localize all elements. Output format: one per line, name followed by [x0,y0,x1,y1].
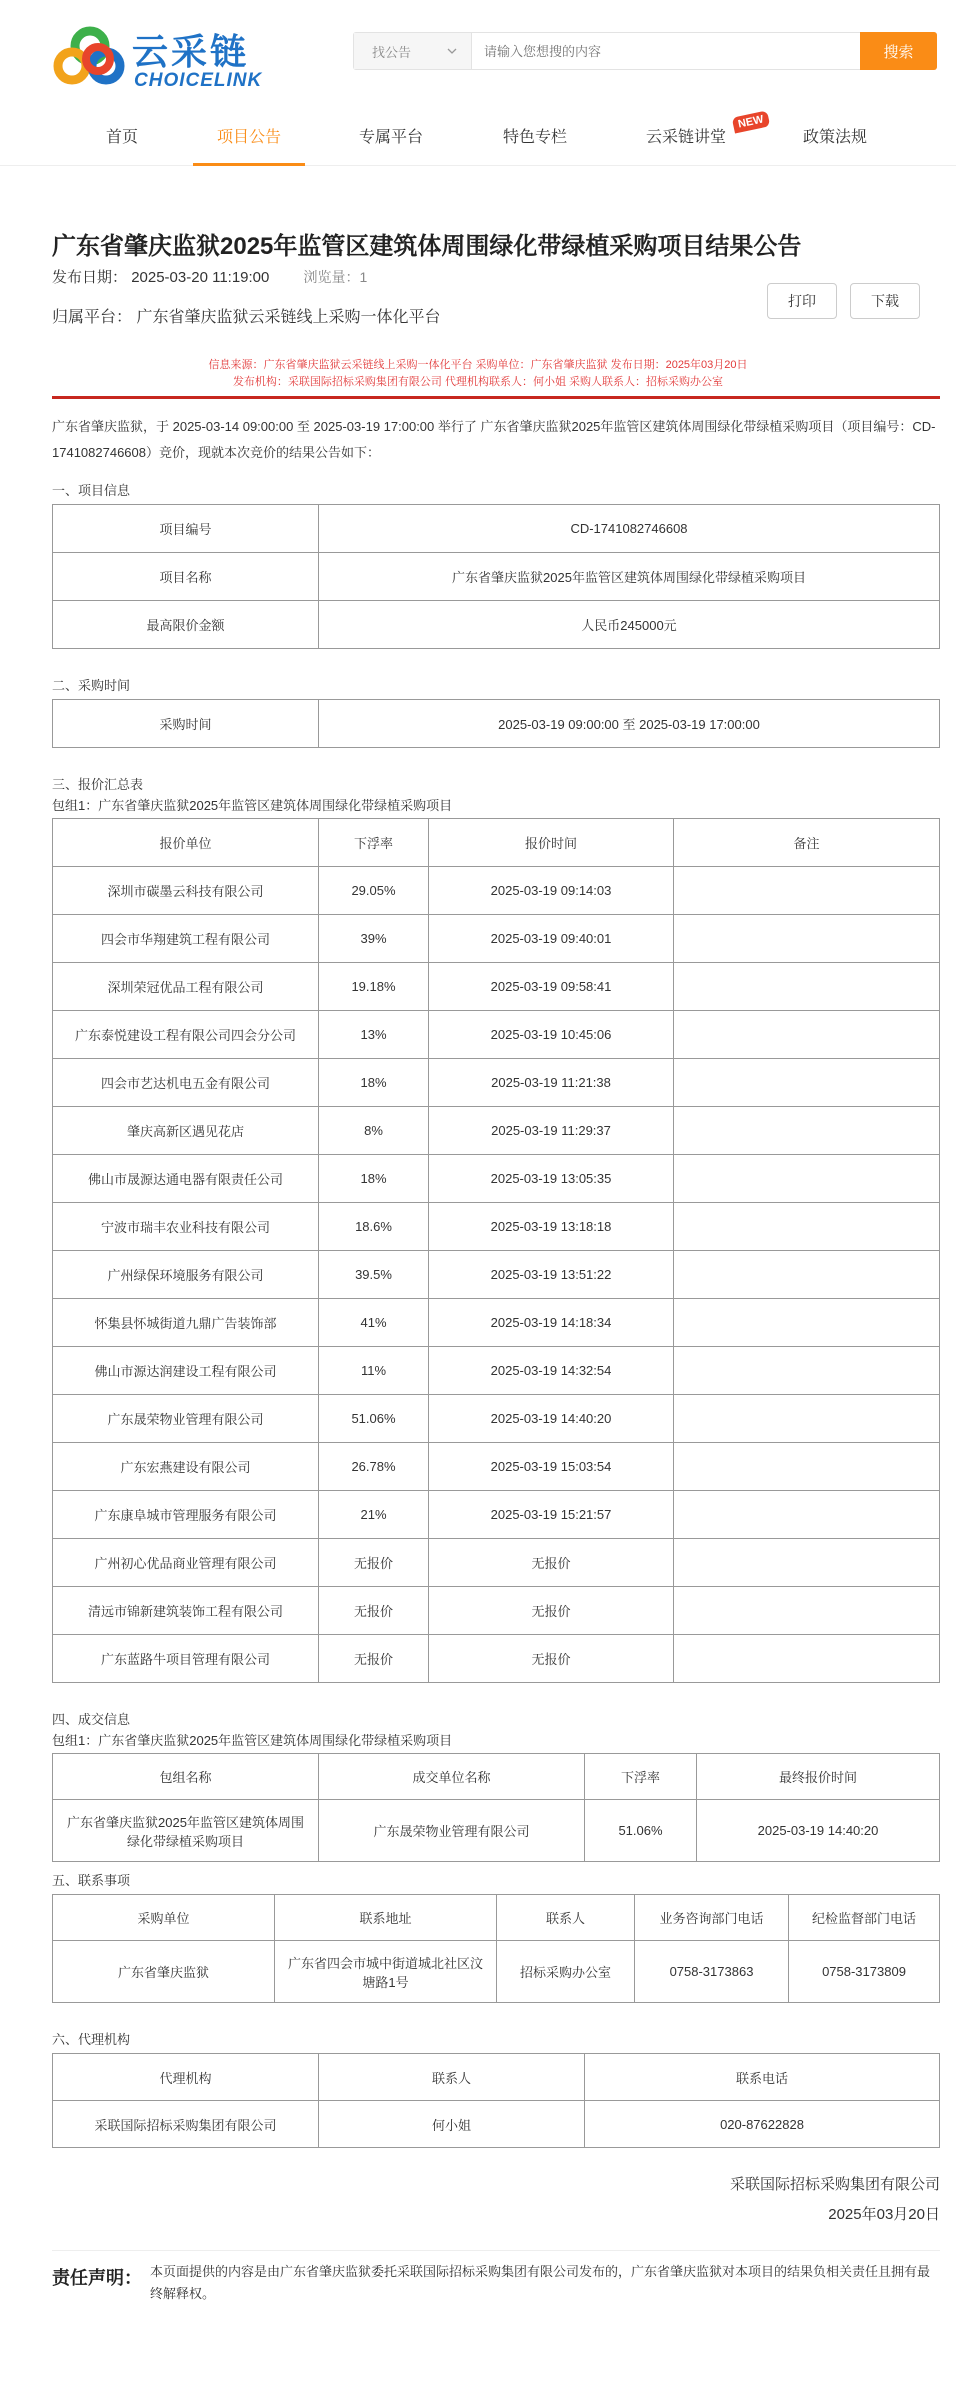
table-row [53,1800,940,1862]
nav-item-platforms[interactable]: 专属平台 [359,129,424,146]
table-cell: 51.06% [585,1800,697,1862]
search-type-select[interactable] [354,33,472,69]
section-contact: 五、联系事项 [52,1873,131,1888]
table-row [53,1539,940,1587]
table-cell: 0758-3173863 [635,1941,789,2003]
table-cell: 8% [319,1107,429,1155]
table-cell: 四会市艺达机电五金有限公司 [53,1059,319,1107]
table-row [53,601,940,649]
signature-org: 采联国际招标采购集团有限公司 [729,2176,940,2193]
nav-item-policies[interactable]: 政策法规 [803,129,868,146]
table-cell: 0758-3173809 [789,1941,940,2003]
table-cell: 最高限价金额 [53,601,319,649]
nav-item-announcements[interactable]: 项目公告 [217,124,281,166]
table-cell: 清远市锦新建筑装饰工程有限公司 [53,1587,319,1635]
table-cell [674,1251,940,1299]
table-cell: 2025-03-19 15:03:54 [429,1443,674,1491]
table-row [53,553,940,601]
contact-table [52,1894,940,2003]
platform-label: 归属平台： [52,309,133,326]
table-cell: 18.6% [319,1203,429,1251]
table-cell: 18% [319,1059,429,1107]
table-cell: 广东晟荣物业管理有限公司 [53,1395,319,1443]
table-cell [674,1587,940,1635]
table-cell [674,1155,940,1203]
table-cell [674,1203,940,1251]
table-cell: 广东康阜城市管理服务有限公司 [53,1491,319,1539]
views-count: 1 [359,269,368,285]
section-project-info: 一、项目信息 [52,483,131,498]
table-cell: 2025-03-19 14:40:20 [429,1395,674,1443]
table-cell [674,1299,940,1347]
table-cell: 广东省肇庆监狱2025年监管区建筑体周围绿化带绿植采购项目 [53,1800,319,1862]
table-cell: 广东省四会市城中街道城北社区汶塘路1号 [275,1941,497,2003]
disclaimer-text: 本页面提供的内容是由广东省肇庆监狱委托采联国际招标采购集团有限公司发布的，广东省肇庆监狱对本项目的结果负相关责任且拥有最终解释权。 [150,2264,931,2301]
publish-date: 2025-03-20 11:19:00 [131,269,270,286]
table-row [53,1587,940,1635]
search-input[interactable] [472,33,860,69]
table-row [53,1011,940,1059]
table-cell: 2025-03-19 13:05:35 [429,1155,674,1203]
nav-item-columns[interactable]: 特色专栏 [503,129,568,146]
table-cell: 51.06% [319,1395,429,1443]
table-cell [674,1011,940,1059]
table-cell [674,1395,940,1443]
signature-date: 2025年03月20日 [828,2206,940,2223]
table-row [53,1443,940,1491]
table-cell: 39% [319,915,429,963]
table-row [53,700,940,748]
table-row [53,2101,940,2148]
column-header: 下浮率 [319,819,429,867]
table-cell: 29.05% [319,867,429,915]
agent-table [52,2053,940,2148]
table-cell: 无报价 [319,1635,429,1683]
table-cell [674,867,940,915]
table-cell: 采购时间 [53,700,319,748]
table-row [53,1107,940,1155]
bids-table [52,818,940,1683]
table-cell: 广东晟荣物业管理有限公司 [319,1800,585,1862]
disclaimer [52,2250,940,2305]
logo-text-cn: 云采链 [132,32,250,73]
table-cell: 2025-03-19 09:14:03 [429,867,674,915]
table-cell: 人民币245000元 [319,601,940,649]
column-header: 报价单位 [53,819,319,867]
section-agent: 六、代理机构 [52,2032,131,2047]
table-cell: 广东宏燕建设有限公司 [53,1443,319,1491]
bids-package: 包组1：广东省肇庆监狱2025年监管区建筑体周围绿化带绿植采购项目 [52,798,453,813]
platform-meta [52,304,440,327]
table-cell: 广州绿保环境服务有限公司 [53,1251,319,1299]
table-row [53,1635,940,1683]
table-row [53,505,940,553]
table-cell: 41% [319,1299,429,1347]
table-row [53,963,940,1011]
logo-text-en: CHOICELINK [134,70,263,91]
table-cell: 2025-03-19 13:51:22 [429,1251,674,1299]
table-cell [674,1059,940,1107]
table-cell: 2025-03-19 15:21:57 [429,1491,674,1539]
table-cell: 怀集县怀城街道九鼎广告装饰部 [53,1299,319,1347]
table-cell: 无报价 [319,1539,429,1587]
table-cell [674,1107,940,1155]
table-cell: 21% [319,1491,429,1539]
table-cell: 四会市华翔建筑工程有限公司 [53,915,319,963]
table-header-row [53,1895,940,1941]
table-row [53,1299,940,1347]
platform-link[interactable]: 广东省肇庆监狱云采链线上采购一体化平台 [136,309,441,326]
page-title: 广东省肇庆监狱2025年监管区建筑体周围绿化带绿植采购项目结果公告 [52,233,802,260]
publish-label: 发布日期： [52,269,128,286]
table-cell: 020-87622828 [585,2101,940,2148]
info-source-line2: 发布机构：采联国际招标采购集团有限公司 代理机构联系人：何小姐 采购人联系人：招标采购办公室 [232,376,724,388]
table-cell: 2025-03-19 09:00:00 至 2025-03-19 17:00:00 [319,700,940,748]
table-cell: 深圳市碳墨云科技有限公司 [53,867,319,915]
column-header: 代理机构 [53,2054,319,2101]
table-cell: 无报价 [429,1635,674,1683]
column-header: 包组名称 [53,1754,319,1800]
bids-table-body [53,867,940,1683]
time-table [52,699,940,748]
table-cell: 广东省肇庆监狱2025年监管区建筑体周围绿化带绿植采购项目 [319,553,940,601]
table-cell: 2025-03-19 14:32:54 [429,1347,674,1395]
table-row [53,1347,940,1395]
nav-item-home[interactable]: 首页 [106,129,139,146]
table-cell [674,1539,940,1587]
site-logo[interactable] [52,24,272,92]
table-cell [674,963,940,1011]
table-cell: 宁波市瑞丰农业科技有限公司 [53,1203,319,1251]
table-cell: CD-1741082746608 [319,505,940,553]
red-divider [52,396,940,399]
table-row [53,915,940,963]
column-header: 联系人 [497,1895,635,1941]
table-cell: 广州初心优品商业管理有限公司 [53,1539,319,1587]
table-cell: 26.78% [319,1443,429,1491]
table-header-row [53,819,940,867]
table-cell: 项目编号 [53,505,319,553]
column-header: 采购单位 [53,1895,275,1941]
table-cell: 无报价 [319,1587,429,1635]
table-cell [674,1635,940,1683]
column-header: 业务咨询部门电话 [635,1895,789,1941]
nav-item-lectures[interactable]: 云采链讲堂 [646,129,727,146]
table-cell: 2025-03-19 14:18:34 [429,1299,674,1347]
table-cell: 39.5% [319,1251,429,1299]
column-header: 成交单位名称 [319,1754,585,1800]
table-cell: 2025-03-19 09:58:41 [429,963,674,1011]
table-row [53,1155,940,1203]
table-cell: 广东省肇庆监狱 [53,1941,275,2003]
column-header: 最终报价时间 [697,1754,940,1800]
column-header: 纪检监督部门电话 [789,1895,940,1941]
table-cell: 佛山市源达润建设工程有限公司 [53,1347,319,1395]
search-bar [353,32,937,70]
views-label: 浏览量： [303,269,360,285]
table-cell: 无报价 [429,1587,674,1635]
main-nav [0,104,956,166]
views-meta [304,269,368,285]
table-header-row [53,1754,940,1800]
table-cell [674,915,940,963]
section-bids: 三、报价汇总表 [52,777,144,792]
disclaimer-label: 责任声明： [52,2268,142,2288]
search-type-label: 找公告 [372,44,412,60]
table-row [53,1251,940,1299]
table-cell: 2025-03-19 14:40:20 [697,1800,940,1862]
table-row [53,1395,940,1443]
table-cell: 何小姐 [319,2101,585,2148]
table-cell: 肇庆高新区遇见花店 [53,1107,319,1155]
table-cell: 深圳荣冠优品工程有限公司 [53,963,319,1011]
site-header [0,0,956,104]
new-badge: NEW [732,110,770,133]
table-cell: 招标采购办公室 [497,1941,635,2003]
download-button[interactable]: 下载 [850,283,920,319]
table-cell: 2025-03-19 13:18:18 [429,1203,674,1251]
table-cell: 13% [319,1011,429,1059]
publish-meta [52,266,367,287]
column-header: 联系地址 [275,1895,497,1941]
table-cell: 无报价 [429,1539,674,1587]
search-button[interactable]: 搜索 [860,32,937,70]
table-cell: 19.18% [319,963,429,1011]
table-cell [674,1347,940,1395]
table-cell: 2025-03-19 11:29:37 [429,1107,674,1155]
table-cell [674,1491,940,1539]
table-cell: 11% [319,1347,429,1395]
intro-paragraph: 广东省肇庆监狱，于 2025-03-14 09:00:00 至 2025-03-19 17:00:00 举行了 广东省肇庆监狱2025年监管区建筑体周围绿化带绿植采购项目（项目编号：CD-1741082746608）竞价，现就本次竞价的结果公告如下： [52,419,936,460]
table-row [53,1203,940,1251]
section-time: 二、采购时间 [52,678,131,693]
deal-table [52,1753,940,1862]
table-cell: 2025-03-19 10:45:06 [429,1011,674,1059]
table-cell: 采联国际招标采购集团有限公司 [53,2101,319,2148]
table-cell: 广东蓝路牛项目管理有限公司 [53,1635,319,1683]
column-header: 联系人 [319,2054,585,2101]
table-row [53,867,940,915]
table-cell: 佛山市晟源达通电器有限责任公司 [53,1155,319,1203]
table-row [53,1941,940,2003]
signature-block [52,2170,940,2230]
column-header: 备注 [674,819,940,867]
project-info-table [52,504,940,649]
table-cell: 18% [319,1155,429,1203]
column-header: 下浮率 [585,1754,697,1800]
table-cell: 2025-03-19 09:40:01 [429,915,674,963]
section-deal: 四、成交信息 [52,1712,131,1727]
chevron-down-icon [447,48,457,54]
announcement-body [52,414,940,2305]
info-source-line1: 信息来源：广东省肇庆监狱云采链线上采购一体化平台 采购单位：广东省肇庆监狱 发布日期：2025年03月20日 [208,359,748,371]
table-row [53,1491,940,1539]
table-header-row [53,2054,940,2101]
deal-package: 包组1：广东省肇庆监狱2025年监管区建筑体周围绿化带绿植采购项目 [52,1733,453,1748]
choicelink-logo-icon [52,26,128,88]
column-header: 联系电话 [585,2054,940,2101]
table-cell [674,1443,940,1491]
table-cell: 项目名称 [53,553,319,601]
table-row [53,1059,940,1107]
column-header: 报价时间 [429,819,674,867]
print-button[interactable]: 打印 [767,283,837,319]
table-cell: 2025-03-19 11:21:38 [429,1059,674,1107]
table-cell: 广东泰悦建设工程有限公司四会分公司 [53,1011,319,1059]
